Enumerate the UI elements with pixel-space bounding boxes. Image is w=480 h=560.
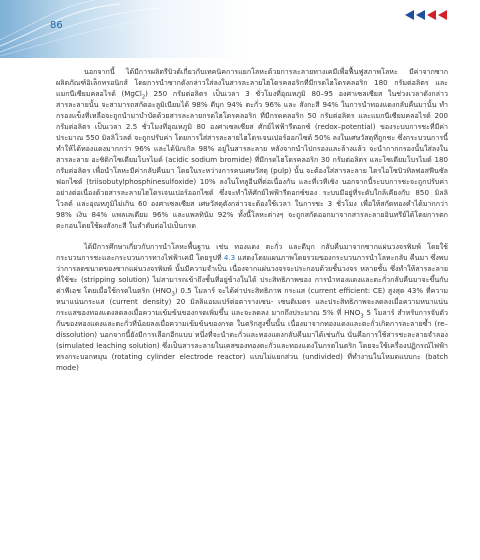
subscript: 3 [360,313,364,320]
subscript: 3 [171,291,175,298]
paragraph-2 [56,241,448,373]
p1-line: อะซิดิกโซเดียมโบรไมด์ (acidic sodium bromide) ที่มีกรดไฮโดรคลอริก 30 กรัมต่อลิตร และโซเดียมโบรไมด์ [91,155,432,164]
p1-line: ) 250 กรัมต่อลิตร เป็นเวลา 3 ชั่วโมงที่อุณหภูมิ 80–95 [145,89,334,98]
p2-line: หลายชั้น ซึ่งทำให้สารละลายที่ใช้ชะ (stripping solution) ไม่สามารถเข้าถึงชั้นที่อยู่ข้างในได้ ประสิทธิภาพของ [56,264,448,284]
p2-line: ในตริกสูงขึ้นนั้น เนื่องมาจากทองแดงและตะกั่วเกิดการละลายซ้ำ (re–dissolution) นอกจากนี้ยังมีการเลือกอีกแบบ [56,319,448,339]
page-header [0,0,480,58]
p1-line: 80 องศาเซลเซียส ศักย์ไฟฟ้ารีดอกซ์ (redox–potential) ของระบบการชะที่มีค่าประมาณ 550 มิลลิโวลต์ จะถูกปรับค่า [56,122,448,142]
page-body [56,66,448,373]
p1-line: ในลำดับต่อไปเป็นกรด [128,221,196,230]
p1-line: 180 กรัมต่อลิตร เพื่อนำโลหะมีค่ากลับคืนมา โดยในระหว่างการคนเศษวัสดุ (pulp) นั้น จะต้องใส่สารละลาย [56,155,448,175]
p1-line: สังกะสี 94% ในการนำทองแดงกลับคืนมานั้น ทำกรองแข็งที่เหลือจะถูกนำมาบำบัดด้วยสารละลายกรดไฮโดรคลอริก [56,100,449,120]
page-number: 86 [50,20,63,31]
subscript: 2 [141,94,146,101]
arrow-left-icon [438,10,447,20]
p2-line: ซึ่งเป็นสารละลายในเคสของทองตะกั่วและทองแดงในกรดไนตริก โดยจะใช้เครื่องปฏิกรณ์ไฟฟ้าทรงกระบอกหมุน [56,341,448,361]
p1-line: ไตรไอโซบิวทิลฟอสฟีนซัลฟอกไซด์ (triisobutylphosphinesulfoxide) 10% ลงในโทลูอีนที่ต่อเนื่องกัน และที่เวทีเซิง [56,166,448,186]
p2-line: โดยใช้กระบวนการชะและกระบวนการทางไฟฟ้าเคมี โดยรูปที่ [56,242,448,262]
p1-line: ระบบมีอยู่ที่ระดับใกล้เคียงกับ 850 มิลลิโวลต์ และอุณหภูมิไม่เกิน 60 องศาเซลเซียส เศษวัสดุดังกล่าวจะต้องใช้เวลา [56,188,448,208]
p2-line: ได้มีการศึกษาเกี่ยวกับการนำโลหะพื้นฐาน เช่น ทองแดง ตะกั่ว และดีบุก กลับคืนมาจากซากแผ่นวงจรพิมพ์ [84,242,421,251]
p2-line: เซนติเมตร และประสิทธิภาพจะลดลงเมื่อความหนาแน่นกระแสของทองแดงลดลงเมื่อความเข้มข้นของกรดเพิ่มขึ้น และจะลดลง [56,297,448,317]
p1-line: โดยการใส่สารละลายไฮโดรเจนเปอร์ออกไซด์ 50% ลงในเศษวัสดุที่ถูกชะ ซึ่งกระบวนการนี้ทำให้ได้ทองแดงมากกว่า [56,133,448,153]
p1-line: 96% และได้นิกเกิล 98% อยู่ในสารละลาย หลังจากนำไปกรองและล้างแล้ว จะนำกากกรองนั้นใส่ลงในสารละลาย [56,144,448,164]
p1-line: องศาเซลเซียส ในช่วงเวลาดังกล่าวสารละลายนั้น จะสามารถสกัดอะลูมิเนียมได้ 98% ดีบุก 94% ตะกั่ว 96% และ [56,89,448,109]
p2-line: คืนมา ซึ่งพบว่าการลดขนาดของซากแผ่นวงจรพิมพ์ นั้นมีความจำเป็น เนื่องจากแผ่นวงจรจะประกอบด้วยชั้นวงจร [56,253,448,273]
arrow-left-icon [427,10,436,20]
paragraph-1 [56,66,448,231]
p2-line: มากถึงประมาณ 5% ที่ HNO [271,308,361,317]
arrow-left-icon [405,10,414,20]
arrow-left-icon [416,10,425,20]
p2-line: หนึ่งที่จะนำตะกั่วและทองแดงกลับคืนมาได้เช่นกัน นั่นคือการใช้สารชะละลายจำลอง (simulated leaching solution) [56,330,448,350]
p1-line: นอกจากนี้ ได้มีการผลิตรีบิวต์เกี่ยวกับเทคนิคการแยกโลหะด้วยการละลายทางเคมีเพื่อฟื้นฟูสภาพโลหะ [84,67,398,76]
p1-line: นอกจากนี้ระบบการชะจะถูกปรับค่าอย่างต่อเนื่องด้วยสารละลายไฮโดรเจนเปอร์ออกไซด์ ซึ่งจะทำให้ศักย์ไฟฟ้ารีดอกซ์ของ [56,177,448,197]
p2-line: กระแส (current efficient: CE) สูงสุด 43% ที่ความหนาแน่นกระแส (current density) 20 มิลลิแอมแปร์ต่อตารางเซน- [56,286,448,306]
p1-line: ในการชะ 3 ชั่วโมง เพื่อให้สกัดทองคำได้มากกว่า 98% เงิน 84% แพลเลเดียม 96% [56,199,448,219]
p2-line: (rotating cylinder electrode reactor) แบบไม่แยกส่วน (undivided) ที่ทำงานในโหมดแบบกะ (batch mode) [56,352,448,372]
figure-link[interactable]: 4.3 [223,253,236,262]
p1-line: ที่มีกรดคลอริก 50 กรัมต่อลิตร และแมกนีเซียมคลอไรด์ 200 กรัมต่อลิตร เป็นเวลา 2.5 ชั่วโมงที่อุณหภูมิ [56,111,448,131]
header-swirl-decoration [0,0,200,58]
p1-line: มีค่าจากซากผลิตภัณฑ์อิเล็กทรอนิกส์ โดยการนำซากดังกล่าวใส่ลงในสารละลายไฮโดรคลอริกที่มีกรดไฮโดรคลอริก [56,67,448,87]
p1-line: 180 กรัมต่อลิตร และแมกนีเซียมคลอไรด์ (MgCl [56,78,448,98]
p2-line: แสดงโดยแผนภาพโดยรวมของกระบวนการนำโลหะกลับ [235,253,408,262]
nav-arrows [405,10,447,20]
p2-line: ) 0.5 โมลาร์ จะได้ค่าประสิทธิภาพ [174,286,282,295]
p2-line: 5 โมลาร์ สำหรับการจับตัวกันของทองแดงและตะกั่วที่น้อยลงเมื่อความเข้มข้นของกรด [56,308,448,328]
p2-line: การนำทองแดงและตะกั่วกลับคืนมาจะขึ้นกับค่าพีเอช โดยเมื่อใช้กรดไนตริก (HNO [56,275,448,295]
p1-line: และแพลทินัม 92% ทั้งนี้โลหะต่างๆ จะถูกสกัดออกมาจากสารละลายอินทรีย์ได้โดยการตกตะกอนโดยใช้ผงสังกะสี [56,210,448,230]
